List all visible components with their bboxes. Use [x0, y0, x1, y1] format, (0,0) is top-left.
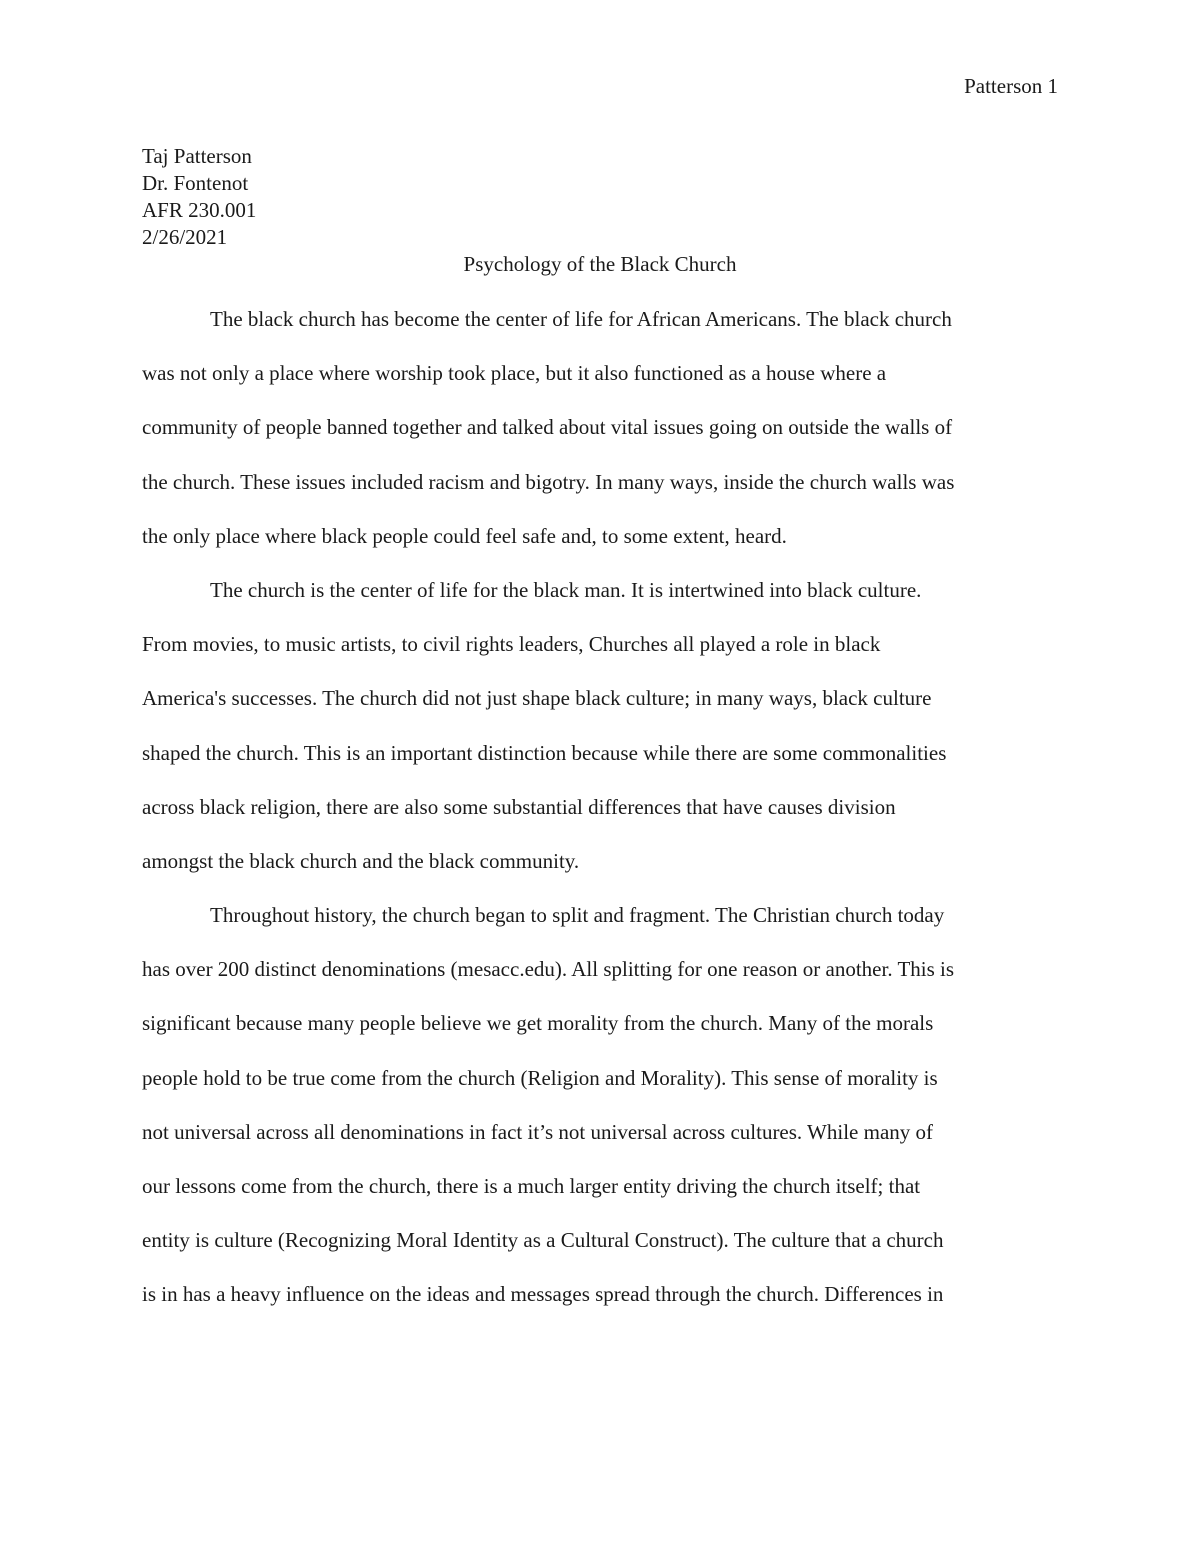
paragraph-3-line: entity is culture (Recognizing Moral Identity as a Cultural Construct). The culture that a church	[142, 1228, 944, 1253]
paragraph-3-line: people hold to be true come from the church (Religion and Morality). This sense of morality is	[142, 1065, 938, 1090]
date: 2/26/2021	[142, 225, 228, 249]
paragraph-2-line: The church is the center of life for the black man. It is intertwined into black culture.	[210, 577, 922, 602]
paragraph-3-line: significant because many people believe we get morality from the church. Many of the morals	[142, 1011, 934, 1036]
paragraph-3-line: is in has a heavy influence on the ideas and messages spread through the church. Differences in	[142, 1282, 944, 1307]
paragraph-1-line: was not only a place where worship took place, but it also functioned as a house where a	[142, 361, 887, 386]
paragraph-2-line: amongst the black church and the black community.	[142, 848, 580, 873]
document-title: Psychology of the Black Church	[463, 252, 737, 276]
paragraph-3-line: has over 200 distinct denominations (mesacc.edu). All splitting for one reason or another. This is	[142, 957, 955, 982]
paragraph-1-line: community of people banned together and talked about vital issues going on outside the walls of	[142, 415, 953, 440]
page-header: Patterson 1	[964, 74, 1058, 98]
body-text	[142, 305, 1058, 1335]
paragraph-2-line: From movies, to music artists, to civil rights leaders, Churches all played a role in black	[142, 632, 881, 657]
instructor-name: Dr. Fontenot	[142, 171, 249, 195]
paragraph-1-line: The black church has become the center of life for African Americans. The black church	[210, 307, 952, 331]
mla-heading	[142, 143, 256, 251]
paragraph-2-line: America's successes. The church did not just shape black culture; in many ways, black culture	[142, 686, 932, 711]
paragraph-3-line: not universal across all denominations in fact it’s not universal across cultures. While many of	[142, 1119, 934, 1144]
paragraph-3-line: our lessons come from the church, there is a much larger entity driving the church itself; that	[142, 1174, 921, 1198]
paragraph-3-line: Throughout history, the church began to split and fragment. The Christian church today	[210, 903, 945, 928]
paragraph-1-line: the church. These issues included racism and bigotry. In many ways, inside the church walls was	[142, 469, 955, 494]
course-code: AFR 230.001	[142, 198, 257, 222]
paragraph-2-line: across black religion, there are also some substantial differences that have causes division	[142, 794, 896, 819]
author-name: Taj Patterson	[142, 144, 252, 168]
paragraph-2-line: shaped the church. This is an important distinction because while there are some commonalities	[142, 740, 947, 765]
paragraph-1-line: the only place where black people could feel safe and, to some extent, heard.	[142, 523, 787, 548]
